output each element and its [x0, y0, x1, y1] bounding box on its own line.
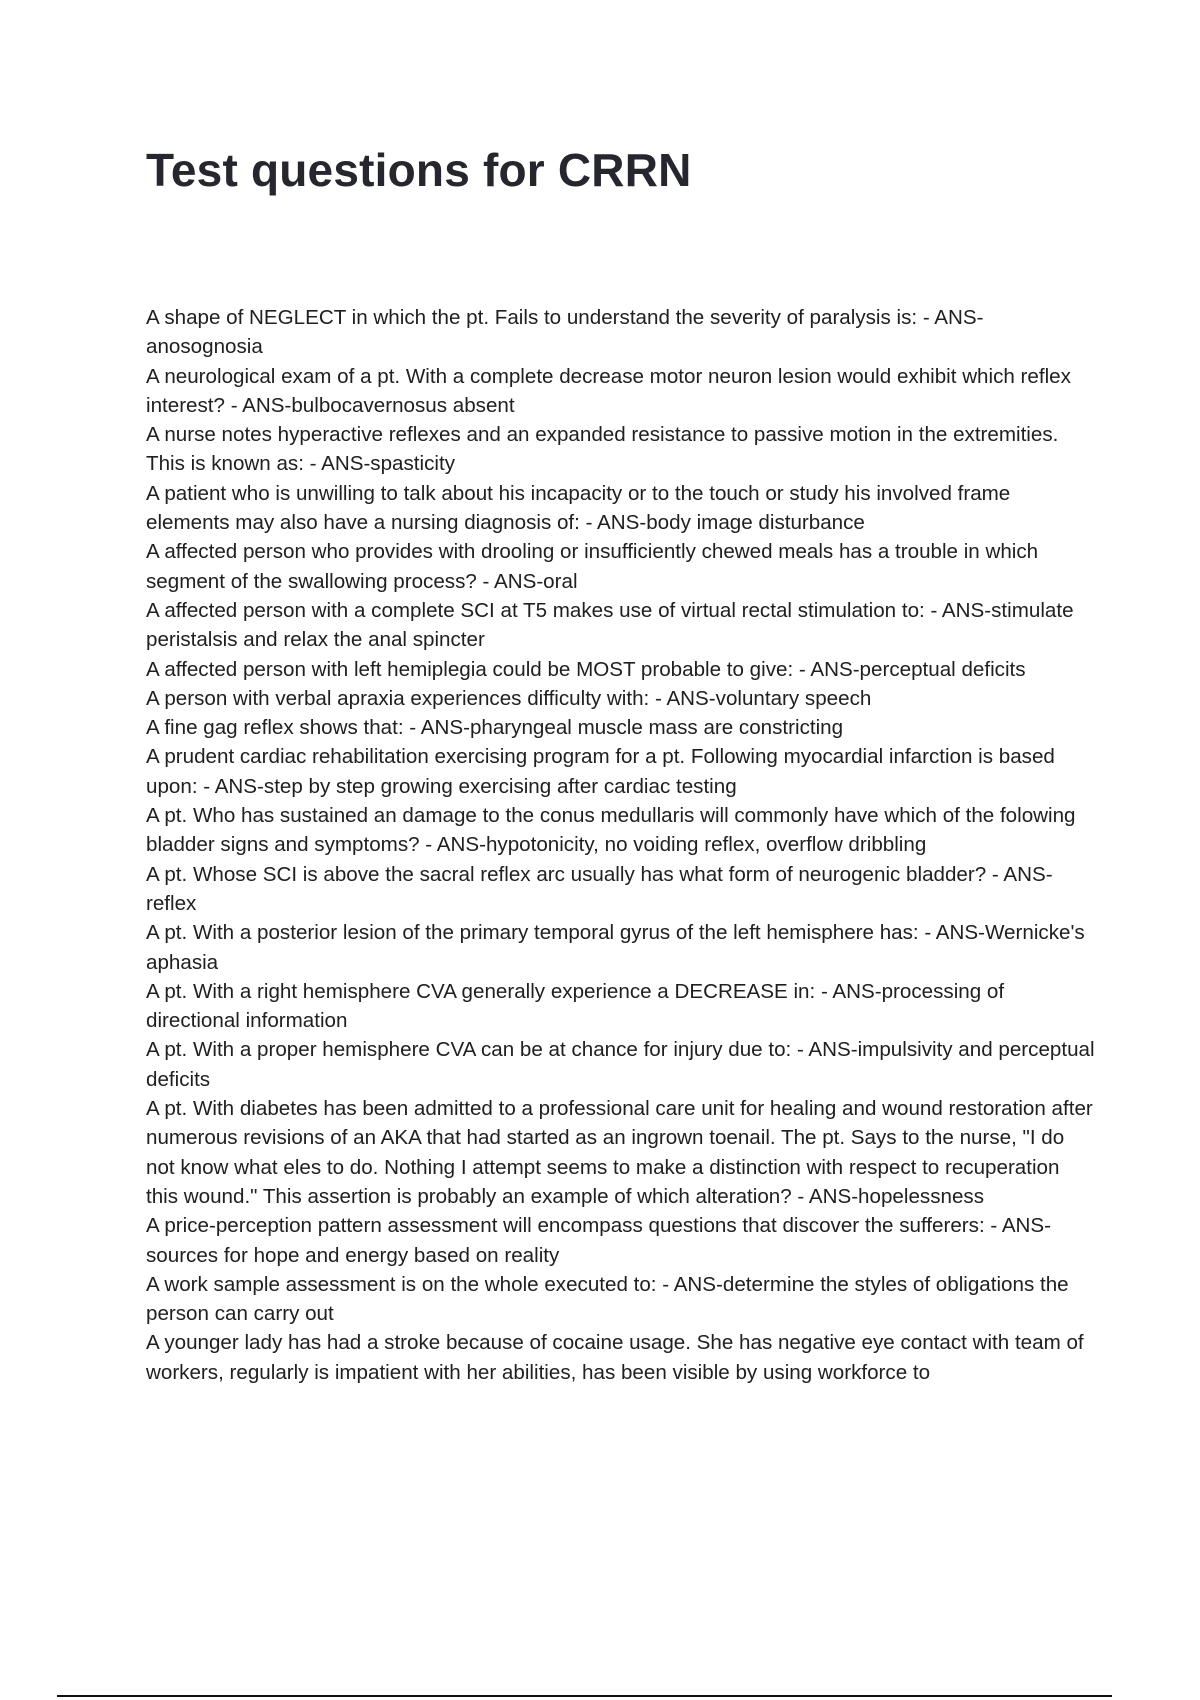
qa-entry: A shape of NEGLECT in which the pt. Fails to understand the severity of paralysis is: - ANS-anosognosia — [146, 306, 984, 359]
qa-entry: A pt. With a posterior lesion of the primary temporal gyrus of the left hemisphere has: - ANS-Wernicke's aphasia — [146, 921, 1085, 974]
qa-entry: A pt. With diabetes has been admitted to a professional care unit for healing and wound restoration after numerous revisions of an AKA that had started as an ingrown toenail. The pt. Says to the nurse, "I do not know what eles to do. Nothing I attempt seems to make a distinction with respect to recuperation this wound." This assertion is probably an example of which alteration? - ANS-hopelessness — [146, 1097, 1093, 1208]
qa-list — [146, 303, 1096, 1387]
qa-entry: A nurse notes hyperactive reflexes and an expanded resistance to passive motion in the extremities. This is known as: - ANS-spasticity — [146, 423, 1059, 476]
footer-divider — [57, 1695, 1112, 1697]
qa-entry: A neurological exam of a pt. With a complete decrease motor neuron lesion would exhibit which reflex interest? - ANS-bulbocavernosus absent — [146, 364, 1071, 417]
qa-entry: A prudent cardiac rehabilitation exercising program for a pt. Following myocardial infarction is based upon: - ANS-step by step growing exercising after cardiac testing — [146, 745, 1055, 798]
qa-entry: A price-perception pattern assessment will encompass questions that discover the sufferers: - ANS-sources for hope and energy based on reality — [146, 1214, 1052, 1267]
qa-entry: A affected person with left hemiplegia could be MOST probable to give: - ANS-perceptual deficits — [146, 657, 1026, 681]
qa-entry: A fine gag reflex shows that: - ANS-pharyngeal muscle mass are constricting — [146, 716, 844, 740]
qa-entry: A person with verbal apraxia experiences difficulty with: - ANS-voluntary speech — [146, 686, 872, 710]
qa-entry: A pt. Whose SCI is above the sacral reflex arc usually has what form of neurogenic bladder? - ANS-reflex — [146, 862, 1053, 915]
qa-entry: A patient who is unwilling to talk about his incapacity or to the touch or study his involved frame elements may also have a nursing diagnosis of: - ANS-body image disturbance — [146, 481, 1011, 535]
qa-entry: A affected person with a complete SCI at T5 makes use of virtual rectal stimulation to: - ANS-stimulate peristalsis and relax the anal spincter — [146, 598, 1074, 652]
qa-entry: A pt. With a right hemisphere CVA generally experience a DECREASE in: - ANS-processing of directional information — [146, 979, 1005, 1033]
qa-entry: A younger lady has had a stroke because of cocaine usage. She has negative eye contact with team of workers, regularly is impatient with her abilities, has been visible by using workforce to — [146, 1331, 1084, 1384]
page-title: Test questions for CRRN — [146, 144, 692, 196]
qa-entry: A pt. Who has sustained an damage to the conus medullaris will commonly have which of the folowing bladder signs and symptoms? - ANS-hypotonicity, no voiding reflex, overflow dribbling — [146, 804, 1076, 857]
qa-entry: A pt. With a proper hemisphere CVA can be at chance for injury due to: - ANS-impulsivity and perceptual deficits — [146, 1038, 1095, 1091]
qa-entry: A work sample assessment is on the whole executed to: - ANS-determine the styles of obligations the person can carry out — [146, 1272, 1069, 1326]
qa-entry: A affected person who provides with drooling or insufficiently chewed meals has a trouble in which segment of the swallowing process? - ANS-oral — [146, 540, 1039, 593]
